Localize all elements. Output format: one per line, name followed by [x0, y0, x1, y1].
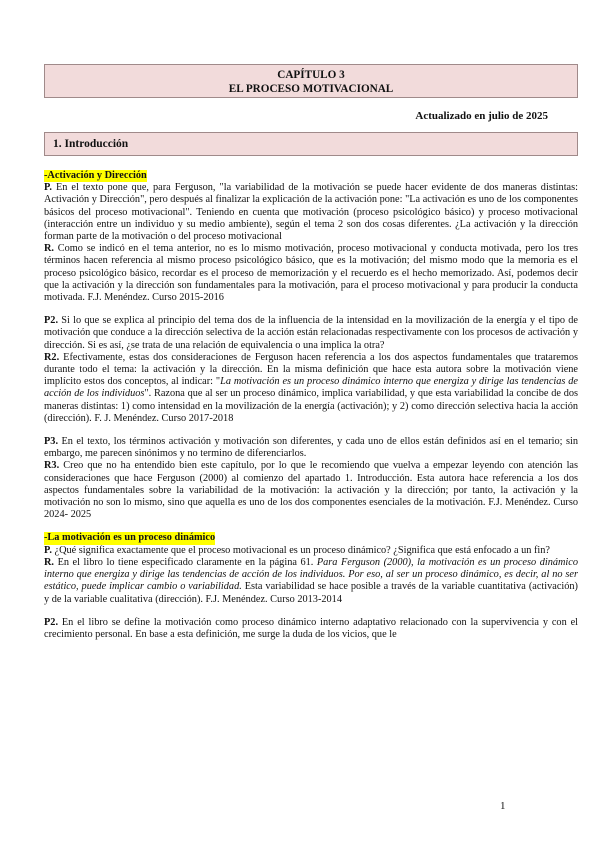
chapter-title-box	[44, 64, 578, 98]
item-label: R.	[44, 243, 55, 255]
question-paragraph	[44, 315, 578, 352]
item-italic-text: Para Ferguson (2000), la motivación es un proceso dinámico interno que energiza y dirige las tendencias de acción de los individuos. Por eso, al ser un proceso dinámico, es decir, al no ser estático, puede implicar cambio o variabilidad.	[44, 556, 579, 593]
item-text: Si lo que se explica al principio del tema dos de la influencia de la intensidad en la movilización de la energía y el tipo de motivación que conduce a la dirección selectiva de la acción están relacionadas respectivamente con los procesos de activación y dirección. Si es así, ¿se trata de una relación de equivalencia o una implica la otra?	[44, 315, 578, 351]
item-text: Creo que no ha entendido bien este capítulo, por lo que le recomiendo que vuelva a empezar leyendo con atención las consideraciones que hace Ferguson (2000) al comienzo del apartado 1. Introducción. Esta autora hace referencia a los dos aspectos fundamentales sobre la variabilidad de la motivación: la activación y la dirección; por tanto, la activación y la motivación no son lo mismo, sino que aquella es uno de los dos componentes esenciales de la motivación. F.J. Menéndez. Curso 2024- 2025	[44, 460, 579, 521]
item-text: Como se indicó en el tema anterior, no es lo mismo motivación, proceso motivacional y conducta motivada, pero los tres términos hacen referencia al mismo proceso psicológico básico, que es la motivación; del mismo modo que la memoria es el proceso psicológico básico, recordar es el proceso de memorización y el recuerdo es el hecho memorizado. Así, podemos decir que la activación y la dirección son fundamentales para la motivación, para el proceso motivacional y para producir la conducta motivada. F.J. Menéndez. Curso 2015-2016	[44, 243, 578, 304]
item-text: En el libro lo tiene especificado claramente en la página 61.	[57, 556, 317, 568]
item-text: En el texto, los términos activación y motivación son diferentes, y cada uno de ellos están definidos así en el temario; sin embargo, me parecen sinónimos y no termino de diferenciarlos.	[44, 436, 578, 460]
item-text: ¿Qué significa exactamente que el proceso motivacional es un proceso dinámico? ¿Significa que está enfocado a un fin?	[54, 544, 550, 556]
item-label: P3.	[44, 436, 59, 448]
updated-date: Actualizado en julio de 2025	[415, 110, 548, 122]
item-text: Efectivamente, estas dos consideraciones de Ferguson hacen referencia a los dos aspectos fundamentales que trataremos durante todo el tema: la activación y la dirección. En la misma definición que hace esta autora sobre la motivación viene implícito estos dos conceptos, al indicar: "	[44, 351, 578, 388]
question-paragraph	[44, 545, 578, 557]
section-heading-box: 1. Introducción	[44, 132, 578, 156]
item-label: R.	[44, 556, 55, 568]
section-dynamic-process	[44, 532, 578, 641]
chapter-number: CAPÍTULO 3	[277, 69, 345, 81]
item-text: En el texto pone que, para Ferguson, "la variabilidad de la motivación se puede hacer evidente de dos maneras distintas: Activación y Dirección", pero después al finalizar la explicación de la activación pone: "La activación es uno de los componentes básicos del proceso motivacional". Teniendo en cuenta que motivación (proceso psicológico básico) y proceso motivacional (interacción entre un individuo y su medio ambiente), según el tema 2 son dos cosas diferentes. ¿La activación y la dirección forman parte de la motivación o del proceso motivacional	[44, 182, 578, 243]
item-label: P.	[44, 544, 52, 556]
item-text-after: ". Razona que al ser un proceso dinámico, implica variabilidad, y que esta variabilidad la concibe de dos maneras distintas: 1) como intensidad en la movilización de la energía (activación); y 2) como dirección selectiva hacia la acción (dirección). F. J. Menéndez. Curso 2017-2018	[44, 388, 578, 424]
item-label: R3.	[44, 460, 60, 472]
question-paragraph	[44, 617, 578, 641]
item-label: P2.	[44, 616, 59, 628]
item-text-after: Esta variabilidad se hace posible a través de la variable cuantitativa (activación) y de la variable cualitativa (dirección). F.J. Menéndez. Curso 2013-2014	[44, 581, 578, 605]
document-body	[44, 170, 578, 641]
answer-paragraph	[44, 557, 578, 606]
item-italic-text: La motivación es un proceso dinámico interno que energiza y dirige las tendencias de acción de los individuos	[44, 376, 578, 400]
answer-paragraph	[44, 460, 578, 521]
item-label: P.	[44, 182, 52, 194]
section-activation-direction	[44, 170, 578, 521]
item-label: P2.	[44, 315, 59, 327]
question-paragraph	[44, 182, 578, 243]
section-title: -La motivación es un proceso dinámico	[44, 532, 216, 544]
item-text: En el libro se define la motivación como proceso dinámico interno adaptativo relacionado con la supervivencia y con el crecimiento personal. En base a esta definición, me surge la duda de los vicios, que le	[44, 616, 579, 640]
chapter-title: EL PROCESO MOTIVACIONAL	[228, 83, 394, 95]
question-paragraph	[44, 436, 578, 460]
answer-paragraph	[44, 243, 578, 304]
page-number: 1	[500, 800, 506, 812]
answer-paragraph	[44, 352, 578, 425]
section-title: -Activación y Dirección	[44, 170, 147, 181]
item-label: R2.	[44, 351, 60, 363]
